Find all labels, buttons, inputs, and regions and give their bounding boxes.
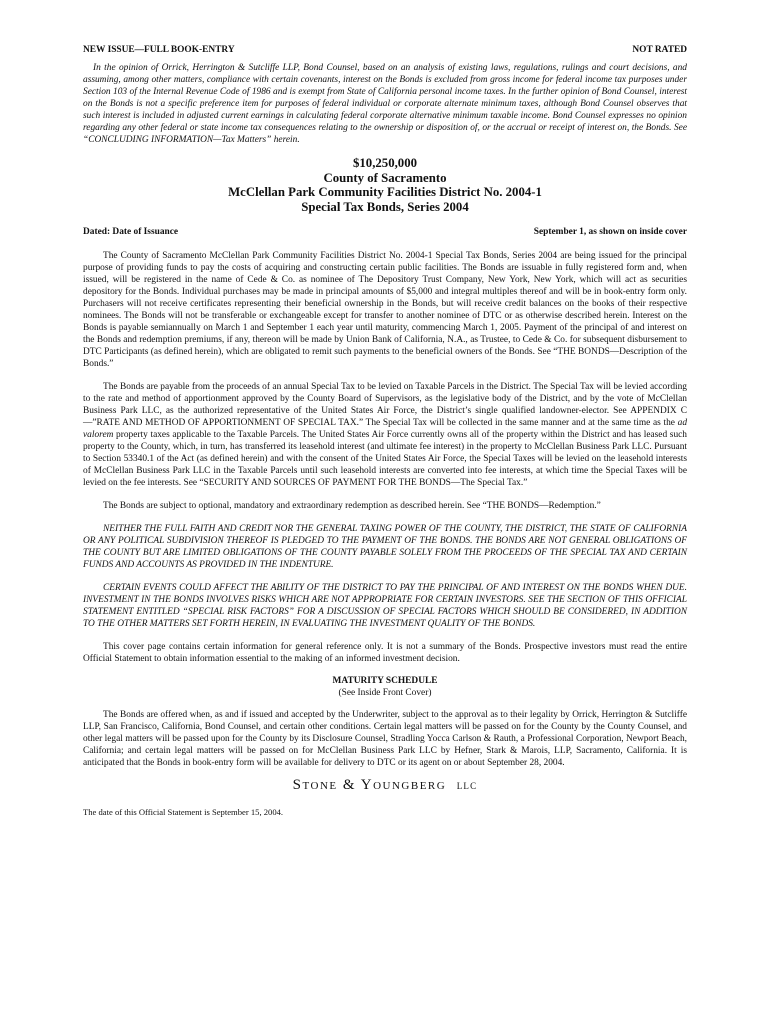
statement-date: The date of this Official Statement is September 15, 2004. — [83, 807, 284, 818]
payment-source-paragraph — [83, 381, 687, 489]
series-name: Special Tax Bonds, Series 2004 — [301, 199, 469, 214]
maturity-schedule-heading: MATURITY SCHEDULE — [332, 676, 438, 687]
ad-valorem-term: ad valorem — [83, 418, 687, 441]
limited-obligation-notice: NEITHER THE FULL FAITH AND CREDIT NOR THE GENERAL TAXING POWER OF THE COUNTY, THE DISTRICT, THE STATE OF CALIFORNIA OR ANY POLITICAL SUBDIVISION THEREOF IS PLEDGED TO THE PAYMENT OF THE BONDS. THE BONDS ARE NOT GENERAL OBLIGATIONS OF THE COUNTY BUT ARE LIMITED OBLIGATIONS OF THE COUNTY PAYABLE SOLELY FROM THE PROCEEDS OF THE SPECIAL TAX AND CERTAIN FUNDS AND ACCOUNTS AS PROVIDED IN THE INDENTURE. — [83, 524, 687, 571]
payment-source-text-a: The Bonds are payable from the proceeds of an annual Special Tax to be levied on Taxable Parcels in the District. The Special Tax will be levied according to the rate and method of apportionment approved by the County Board of Supervisors, as the legislative body of the District, and by the vote of McClellan Business Park LLC, as the authorized representative of the United States Air Force, the District’s single qualified landowner-elector. See APPENDIX C—”RATE AND METHOD OF APPORTIONMENT OF SPECIAL TAX.” The Special Tax will be collected in the same manner and at the same time as the — [83, 382, 687, 429]
underwriter-firm: Stone & Youngberg — [292, 777, 447, 794]
issuer-name: County of Sacramento — [323, 170, 447, 185]
official-statement-cover — [83, 44, 687, 818]
description-paragraph: The County of Sacramento McClellan Park Community Facilities District No. 2004-1 Special Tax Bonds, Series 2004 are being issued for the principal purpose of providing funds to pay the costs of acquiring and constructing certain public facilities. The Bonds are issuable in fully registered form and, when issued, will be registered in the name of Cede & Co. as nominee of The Depository Trust Company, New York, New York, which will act as securities depository for the Bonds. Individual purchases may be made in principal amounts of $5,000 and integral multiples thereof and will be in book-entry form only. Purchasers will not receive certificates representing their beneficial ownership in the Bonds, but will receive credit balances on the books of their respective nominees. The Bonds will not be transferable or exchangeable except for transfer to another nominee of DTC or as otherwise described herein. Interest on the Bonds is payable semiannually on March 1 and September 1 each year until maturity, commencing March 1, 2005. Payment of the principal of and interest on the Bonds and redemption premiums, if any, thereon will be made by Union Bank of California, N.A., as Trustee, to Cede & Co. for subsequent disbursement to DTC Participants (as defined herein), which are obligated to remit such payments to the beneficial owners of the Bonds. See “THE BONDS—Description of the Bonds.” — [83, 251, 687, 370]
bond-amount: $10,250,000 — [353, 156, 417, 170]
dated-row — [83, 226, 687, 238]
due-label: September 1, as shown on inside cover — [533, 227, 687, 238]
header-row — [83, 44, 687, 56]
reference-notice: This cover page contains certain information for general reference only. It is not a summary of the Bonds. Prospective investors must read the entire Official Statement to obtain information essential to the making of an informed investment decision. — [83, 642, 687, 665]
title-block — [83, 156, 687, 214]
dated-label: Dated: Date of Issuance — [83, 227, 179, 238]
issue-type-label: NEW ISSUE—FULL BOOK-ENTRY — [83, 45, 235, 55]
offering-paragraph: The Bonds are offered when, as and if issued and accepted by the Underwriter, subject to the approval as to their legality by Orrick, Herrington & Sutcliffe LLP, San Francisco, California, Bond Counsel, and certain other conditions. Certain legal matters will be passed on for the County by the County Counsel, and other legal matters will be passed upon for the County by its Disclosure Counsel, Stradling Yocca Carlson & Rauth, a Professional Corporation, Newport Beach, California; and certain legal matters will be passed on for McClellan Business Park LLC by Hefner, Stark & Marois, LLP, Sacramento, California. It is anticipated that the Bonds in book-entry form will be available for delivery to DTC or its agent on or about September 28, 2004. — [83, 710, 687, 769]
underwriter-name — [83, 776, 687, 794]
redemption-paragraph: The Bonds are subject to optional, mandatory and extraordinary redemption as described herein. See “THE BONDS—Redemption.” — [103, 501, 601, 512]
rating-label: NOT RATED — [632, 45, 687, 55]
payment-source-text-b: property taxes applicable to the Taxable Parcels. The United States Air Force currently owns all of the property within the District and has leased such property to the County, which, in turn, has transferred its leasehold interest (and ultimate fee interest) in the property to McClellan Business Park LLC. Pursuant to Section 53340.1 of the Act (as defined herein) and with the consent of the United States Air Force, the Special Taxes will be levied on the leasehold interests of McClellan Business Park LLC in the Taxable Parcels until such leasehold interests are converted into fee interests, at which time the Special Taxes will be levied on the fee interests. See “SECURITY AND SOURCES OF PAYMENT FOR THE BONDS—The Special Tax.” — [83, 430, 687, 489]
underwriter-suffix: llc — [456, 777, 478, 793]
risk-factors-notice: CERTAIN EVENTS COULD AFFECT THE ABILITY OF THE DISTRICT TO PAY THE PRINCIPAL OF AND INTEREST ON THE BONDS WHEN DUE. INVESTMENT IN THE BONDS INVOLVES RISKS WHICH ARE NOT APPROPRIATE FOR CERTAIN INVESTORS. SEE THE SECTION OF THIS OFFICIAL STATEMENT ENTITLED “SPECIAL RISK FACTORS” FOR A DISCUSSION OF SPECIAL FACTORS WHICH SHOULD BE CONSIDERED, IN ADDITION TO THE OTHER MATTERS SET FORTH HEREIN, IN EVALUATING THE INVESTMENT QUALITY OF THE BONDS. — [83, 583, 687, 630]
bond-counsel-opinion: In the opinion of Orrick, Herrington & Sutcliffe LLP, Bond Counsel, based on an analysis of existing laws, regulations, rulings and court decisions, and assuming, among other matters, compliance with certain covenants, interest on the Bonds is excluded from gross income for federal income tax purposes under Section 103 of the Internal Revenue Code of 1986 and is exempt from State of California personal income taxes. In the further opinion of Bond Counsel, interest on the Bonds is not a specific preference item for purposes of federal individual or corporate alternate minimum taxes, although Bond Counsel observes that such interest is included in adjusted current earnings in calculating federal corporate alternative minimum taxable income. Bond Counsel expresses no opinion regarding any other federal or state income tax consequences relating to the ownership or disposition of, or the accrual or receipt of interest on, the Bonds. See “CONCLUDING INFORMATION—Tax Matters” herein. — [83, 63, 687, 145]
maturity-schedule-note: (See Inside Front Cover) — [338, 688, 432, 699]
district-name: McClellan Park Community Facilities District No. 2004-1 — [228, 185, 542, 200]
